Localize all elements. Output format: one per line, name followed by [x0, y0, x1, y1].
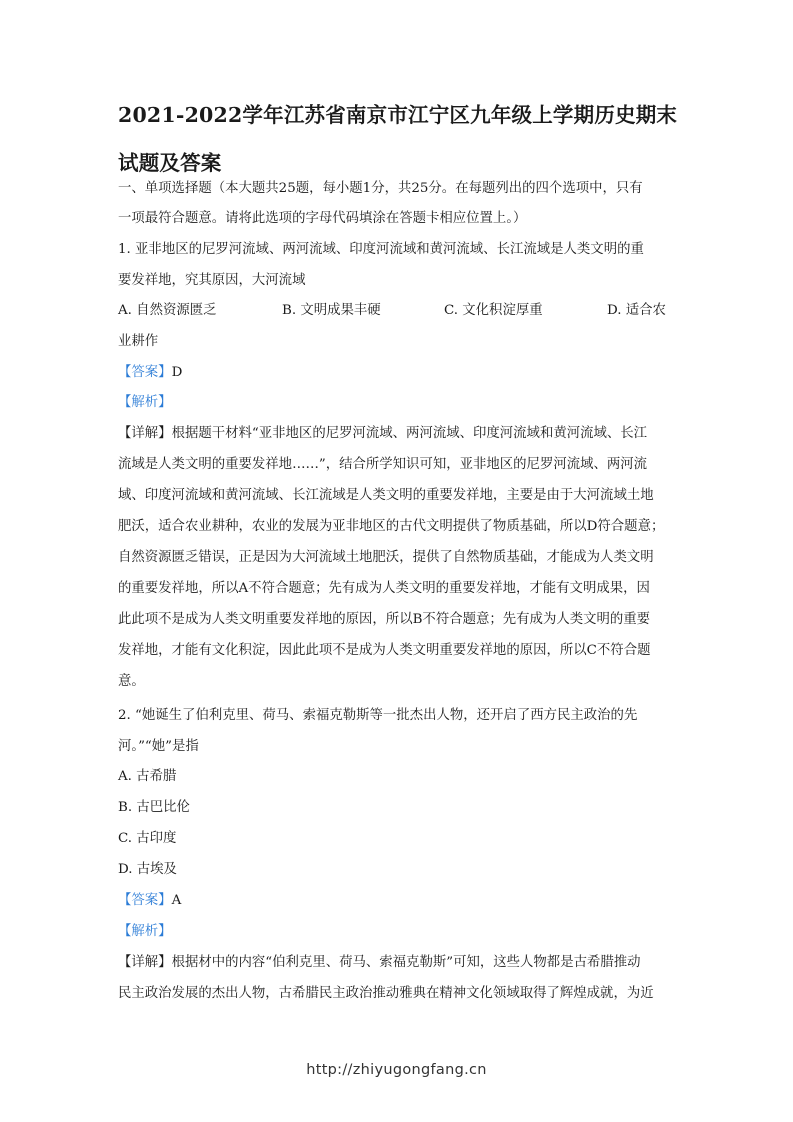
q1-answer [118, 364, 182, 382]
q1-detail-text1: 根据题干材料“亚非地区的尼罗河流域、两河流域、印度河流域和黄河流域、长江 [171, 426, 648, 441]
q1-detail-line6: 的重要发祥地，所以A不符合题意；先有成为人类文明的重要发祥地，才能有文明成果，因 [118, 581, 650, 596]
q1-stem-line1: 1. 亚非地区的尼罗河流域、两河流域、印度河流域和黄河流域、长江流域是人类文明的重 [118, 242, 644, 257]
q1-option-b: B. 文明成果丰硬 [282, 303, 381, 318]
q1-detail-line8: 发祥地，才能有文化积淀，因此此项不是成为人类文明重要发祥地的原因，所以C不符合题 [118, 643, 651, 658]
q2-detail-text1: 根据材中的内容“伯利克里、荷马、索福克勒斯”可知，这些人物都是古希腊推动 [171, 955, 641, 970]
q1-detail-line5: 自然资源匮乏错误，正是因为大河流域土地肥沃，提供了自然物质基础，才能成为人类文明 [118, 550, 654, 565]
q2-detail-line2: 民主政治发展的杰出人物，古希腊民主政治推动雅典在精神文化领域取得了辉煌成就，为近 [118, 986, 654, 1001]
q1-analysis [118, 394, 172, 412]
q2-option-c: C. 古印度 [118, 831, 177, 846]
q1-detail-line2: 流域是人类文明的重要发祥地……”，结合所学知识可知，亚非地区的尼罗河流域、两河流 [118, 457, 648, 472]
q2-answer-tag: 【答案】 [118, 893, 172, 908]
q1-detail-line4: 肥沃，适合农业耕种，农业的发展为亚非地区的古代文明提供了物质基础，所以D符合题意； [118, 519, 665, 534]
section-instruction-line1: 一、单项选择题（本大题共25题，每小题1分，共25分。在每题列出的四个选项中，只有 [118, 181, 643, 196]
q1-answer-tag: 【答案】 [118, 365, 172, 380]
footer-url[interactable]: http://zhiyugongfang.cn [306, 1062, 487, 1078]
document-title-line2: 试题及答案 [118, 151, 222, 175]
q1-option-d: D. 适合农 [607, 303, 666, 318]
q2-answer-value: A [171, 893, 182, 908]
q1-analysis-tag: 【解析】 [118, 395, 172, 410]
q1-stem-line2: 要发祥地，究其原因，大河流域 [118, 273, 306, 288]
document-title-line1: 2021-2022学年江苏省南京市江宁区九年级上学期历史期末 [118, 103, 678, 127]
q1-detail-line1 [118, 425, 647, 443]
section-instruction-line2: 一项最符合题意。请将此选项的字母代码填涂在答题卡相应位置上。） [118, 211, 527, 226]
q1-detail-line9: 意。 [118, 674, 145, 689]
q2-option-a: A. 古希腊 [118, 769, 177, 784]
q2-answer [118, 892, 181, 910]
q2-stem-line1: 2. “她诞生了伯利克里、荷马、索福克勒斯等一批杰出人物，还开启了西方民主政治的先 [118, 708, 638, 723]
q1-detail-line7: 此此项不是成为人类文明重要发祥地的原因，所以B不符合题意；先有成为人类文明的重要 [118, 612, 651, 627]
q2-option-b: B. 古巴比伦 [118, 800, 190, 815]
q1-detail-tag: 【详解】 [118, 426, 172, 441]
q1-option-d-continued: 业耕作 [118, 334, 159, 349]
q2-option-d: D. 古埃及 [118, 862, 177, 877]
q2-analysis-tag: 【解析】 [118, 924, 172, 939]
q2-detail-line1 [118, 954, 641, 972]
q1-answer-value: D [171, 365, 183, 380]
q1-detail-line3: 域、印度河流域和黄河流域、长江流域是人类文明的重要发祥地，主要是由于大河流域土地 [118, 488, 654, 503]
q2-detail-tag: 【详解】 [118, 955, 172, 970]
q1-option-a: A. 自然资源匮乏 [118, 303, 217, 318]
q2-analysis [118, 923, 172, 941]
q1-option-c: C. 文化积淀厚重 [444, 303, 543, 318]
q2-stem-line2: 河。”“她”是指 [118, 739, 199, 754]
